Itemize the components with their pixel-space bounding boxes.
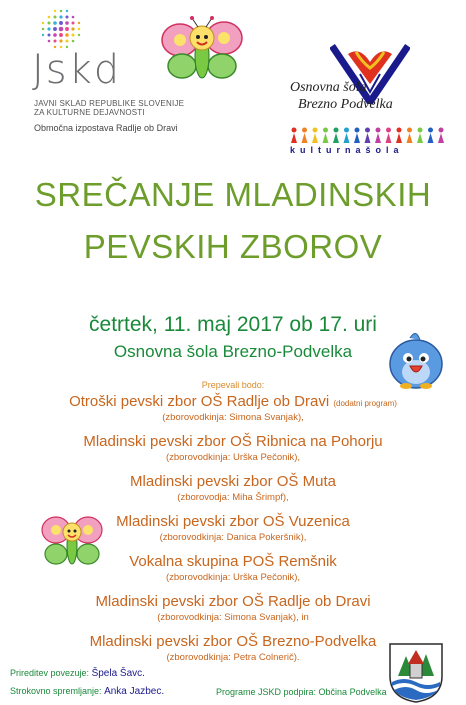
logo-dot — [47, 21, 50, 24]
program-heading: Prepevali bodo: — [201, 380, 265, 390]
person-head — [386, 128, 391, 133]
choir-leader: (zborovodja: Miha Šrimpf), — [177, 492, 289, 503]
person-head — [292, 128, 297, 133]
person-body — [291, 133, 297, 143]
logo-dot — [42, 22, 44, 24]
person-body — [302, 133, 308, 143]
accompany-name: Anka Jazbec. — [104, 686, 165, 697]
logo-dot — [53, 39, 56, 42]
choir-name-text: Otroški pevski zbor OŠ Radlje ob Dravi — [69, 393, 330, 410]
person-head — [344, 128, 349, 133]
school-name-line2: Brezno Podvelka — [298, 97, 393, 112]
event-venue: Osnovna šola Brezno-Podvelka — [113, 342, 353, 361]
organizer-line — [10, 668, 145, 679]
person-body — [354, 133, 360, 143]
choir-leader: (zborovodkinja: Simona Svanjak), — [162, 412, 304, 423]
event-title-line1: SREČANJE MLADINSKIH — [34, 176, 432, 213]
choir-leader: (zborovodkinja: Simona Svanjak), in — [157, 612, 309, 623]
choir-name — [0, 393, 466, 413]
person-body — [312, 133, 318, 143]
logo-dot — [42, 34, 44, 36]
jskd-logo-dots — [40, 8, 82, 50]
logo-dot — [59, 21, 63, 25]
person-head — [376, 128, 381, 133]
support-line: Programe JSKD podpira: Občina Podvelka — [216, 687, 387, 697]
choir-name — [0, 433, 466, 451]
person-body — [375, 133, 381, 143]
logo-dot — [59, 27, 64, 32]
logo-dot — [72, 40, 75, 43]
school-name-line1: Osnovna šola — [290, 80, 367, 95]
logo-dot — [65, 21, 69, 25]
person-head — [302, 128, 307, 133]
jskd-line2: ZA KULTURNE DEJAVNOSTI — [34, 108, 145, 117]
choir-name-text: Mladinski pevski zbor OŠ Radlje ob Dravi — [95, 593, 371, 610]
choir-note: (dodatni program) — [333, 399, 397, 408]
logo-dot — [59, 15, 62, 18]
choir-name-text: Mladinski pevski zbor OŠ Ribnica na Pohorju — [83, 433, 383, 450]
person-head — [439, 128, 444, 133]
person-body — [396, 133, 402, 143]
logo-dot — [47, 33, 50, 36]
logo-dot — [78, 28, 81, 31]
school-tagline: kulturnašola — [290, 145, 404, 155]
logo-dot — [48, 40, 51, 43]
person-body — [333, 133, 339, 143]
choir-leader: (zborovodkinja: Urška Pečonik), — [165, 452, 301, 463]
choir-leader: (zborovodkinja: Urška Pečonik), — [165, 572, 301, 583]
choir-name-text: Vokalna skupina POŠ Remšnik — [129, 553, 337, 570]
jskd-line3: Območna izpostava Radlje ob Dravi — [34, 123, 178, 133]
logo-dot — [53, 15, 56, 18]
person-head — [428, 128, 433, 133]
logo-dot — [71, 27, 74, 30]
logo-dot — [60, 10, 63, 13]
logo-dot — [59, 33, 63, 37]
person-head — [334, 128, 339, 133]
choir-name — [0, 473, 466, 491]
choir-name — [0, 593, 466, 611]
person-body — [417, 133, 423, 143]
jskd-wordmark: Jskd — [32, 47, 122, 93]
person-body — [386, 133, 392, 143]
choir-name-text: Mladinski pevski zbor OŠ Muta — [130, 473, 336, 490]
event-title-line2: PEVSKIH ZBOROV — [83, 228, 383, 265]
person-head — [397, 128, 402, 133]
logo-dot — [65, 39, 68, 42]
logo-dot — [65, 33, 69, 37]
logo-dot — [42, 28, 45, 31]
logo-dot — [65, 15, 68, 18]
person-head — [365, 128, 370, 133]
logo-dot — [53, 21, 57, 25]
butterfly-icon — [160, 16, 244, 86]
logo-dot — [53, 33, 57, 37]
logo-dot — [78, 22, 80, 24]
person-body — [344, 133, 350, 143]
accompany-line — [10, 686, 164, 697]
choir-name-text: Mladinski pevski zbor OŠ Vuzenica — [116, 513, 350, 530]
organizer-name: Špela Šavc. — [91, 668, 145, 679]
logo-dot — [54, 10, 56, 12]
person-head — [313, 128, 318, 133]
logo-dot — [71, 21, 74, 24]
logo-dot — [71, 33, 74, 36]
logo-dot — [65, 27, 69, 31]
person-head — [323, 128, 328, 133]
event-date: četrtek, 11. maj 2017 ob 17. uri — [89, 313, 377, 336]
logo-dot — [53, 27, 57, 31]
person-head — [418, 128, 423, 133]
organizer-label: Prireditev povezuje: — [10, 668, 90, 678]
logo-dot — [47, 27, 50, 30]
logo-dot — [48, 16, 51, 19]
logo-dot — [66, 10, 68, 12]
accompany-label: Strokovno spremljanje: — [10, 686, 102, 696]
butterfly-icon — [40, 510, 104, 572]
jskd-line1: JAVNI SKLAD REPUBLIKE SLOVENIJE — [34, 99, 185, 108]
person-head — [355, 128, 360, 133]
person-body — [407, 133, 413, 143]
people-row-icon — [289, 126, 449, 144]
person-head — [407, 128, 412, 133]
logo-dot — [72, 16, 75, 19]
choir-name-text: Mladinski pevski zbor OŠ Brezno-Podvelka — [89, 633, 377, 650]
person-body — [428, 133, 434, 143]
choir-leader: (zborovodkinja: Petra Colnerič). — [166, 652, 300, 663]
logo-dot — [59, 39, 62, 42]
coat-of-arms-icon — [388, 642, 444, 704]
logo-dot — [78, 34, 80, 36]
person-body — [365, 133, 371, 143]
choir-leader: (zborovodkinja: Danica Pokeršnik), — [159, 532, 307, 543]
person-body — [438, 133, 444, 143]
person-body — [323, 133, 329, 143]
